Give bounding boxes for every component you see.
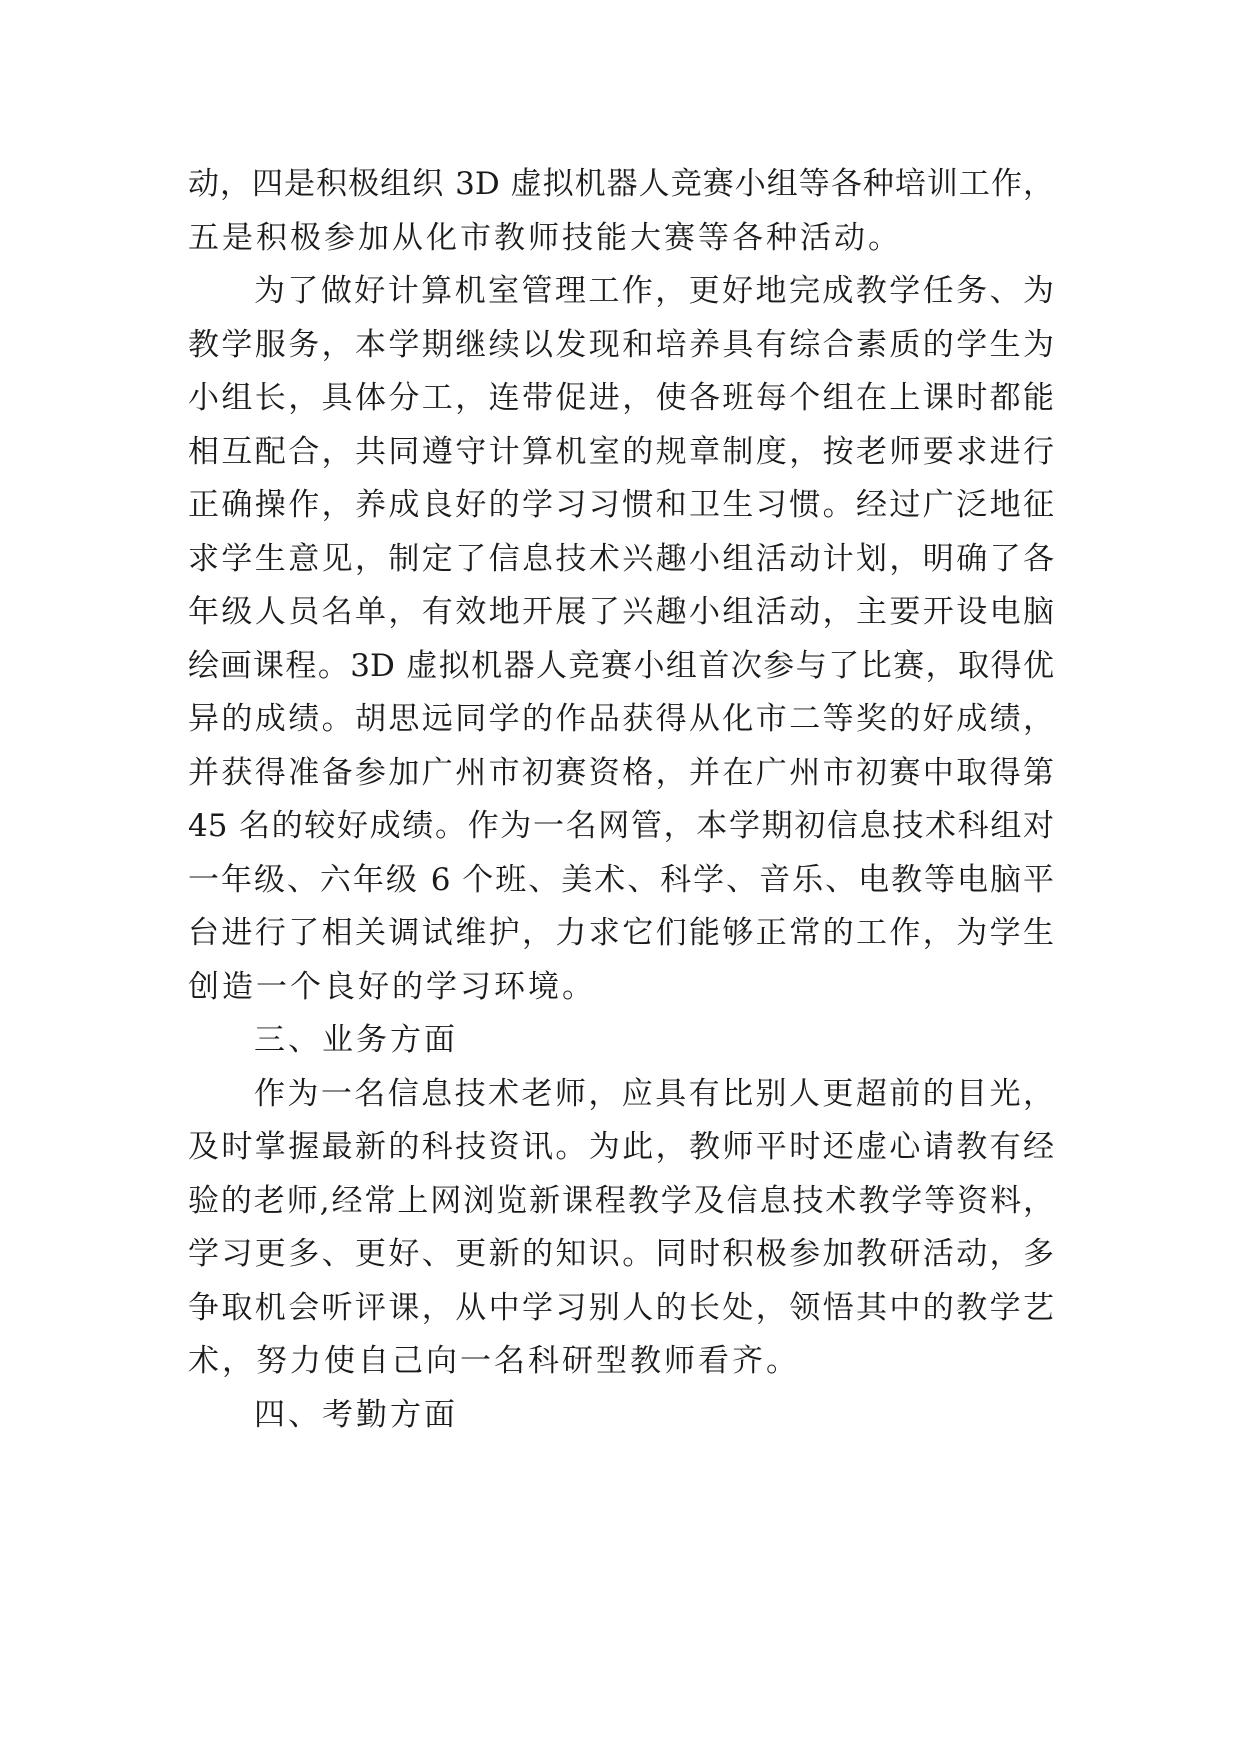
- text-line: 相互配合，共同遵守计算机室的规章制度，按老师要求进行: [188, 433, 1054, 470]
- paragraph-start-line: 作为一名信息技术老师，应具有比别人更超前的目光，: [254, 1075, 1054, 1112]
- text-line: 五是积极参加从化市教师技能大赛等各种活动。: [188, 219, 902, 256]
- document-body: [188, 158, 1054, 1442]
- text-line: 教学服务，本学期继续以发现和培养具有综合素质的学生为: [188, 326, 1054, 363]
- text-line: 小组长，具体分工，连带促进，使各班每个组在上课时都能: [188, 380, 1054, 416]
- section-heading: 四、考勤方面: [254, 1396, 458, 1433]
- text-line: 绘画课程。3D 虚拟机器人竞赛小组首次参与了比赛，取得优: [188, 647, 1054, 684]
- text-line: 学习更多、更好、更新的知识。同时积极参加教研活动，多: [188, 1236, 1054, 1272]
- text-line: 异的成绩。胡思远同学的作品获得从化市二等奖的好成绩，: [188, 701, 1054, 737]
- section-heading: 三、业务方面: [254, 1022, 458, 1058]
- text-line: 正确操作，养成良好的学习习惯和卫生习惯。经过广泛地征: [188, 487, 1054, 523]
- text-line: 术，努力使自己向一名科研型教师看齐。: [188, 1343, 800, 1379]
- text-line: 创造一个良好的学习环境。: [188, 968, 596, 1005]
- text-line: 台进行了相关调试维护，力求它们能够正常的工作，为学生: [188, 915, 1054, 951]
- text-line: 一年级、六年级 6 个班、美术、科学、音乐、电教等电脑平: [188, 861, 1054, 898]
- text-line: 并获得准备参加广州市初赛资格，并在广州市初赛中取得第: [188, 754, 1054, 791]
- text-line: 及时掌握最新的科技资讯。为此，教师平时还虚心请教有经: [188, 1129, 1054, 1165]
- text-line: 争取机会听评课，从中学习别人的长处，领悟其中的教学艺: [188, 1289, 1054, 1326]
- text-line: 动，四是积极组织 3D 虚拟机器人竞赛小组等各种培训工作，: [188, 166, 1054, 202]
- text-line: 45 名的较好成绩。作为一名网管，本学期初信息技术科组对: [188, 808, 1054, 844]
- text-line: 求学生意见，制定了信息技术兴趣小组活动计划，明确了各: [188, 540, 1054, 577]
- paragraph-start-line: 为了做好计算机室管理工作，更好地完成教学任务、为: [254, 273, 1054, 309]
- text-line: 年级人员名单，有效地开展了兴趣小组活动，主要开设电脑: [188, 594, 1054, 630]
- text-line: 验的老师,经常上网浏览新课程教学及信息技术教学等资料，: [188, 1182, 1054, 1219]
